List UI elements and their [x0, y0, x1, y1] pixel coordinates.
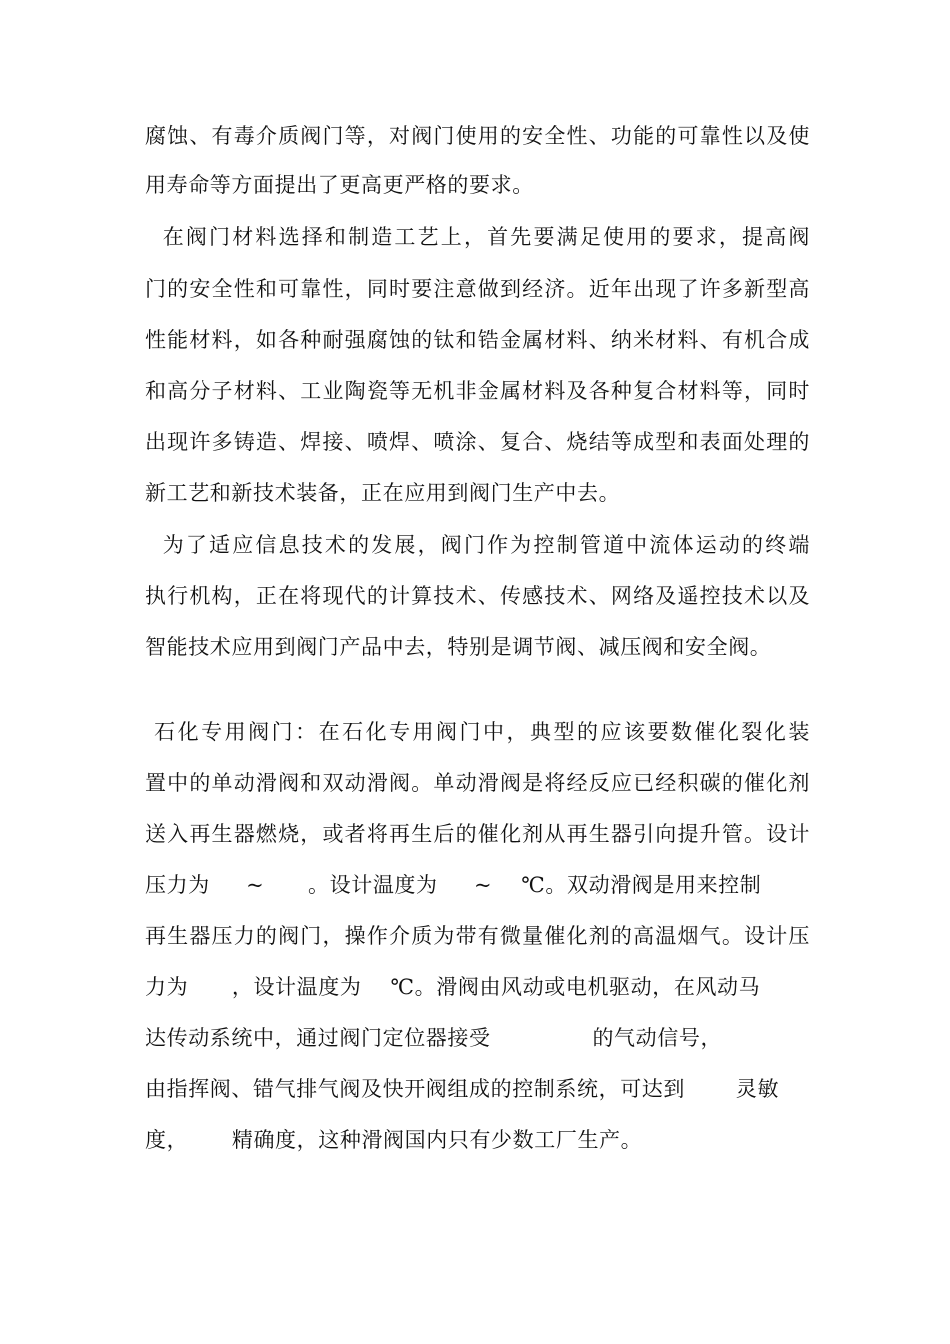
paragraph-4-line-5: 再生器压力的阀门，操作介质为带有微量催化剂的高温烟气。设计压 [145, 924, 810, 948]
paragraph-2-line-1: 在阀门材料选择和制造工艺上，首先要满足使用的要求，提高阀 [145, 225, 810, 249]
paragraph-1-line-1: 腐蚀、有毒介质阀门等，对阀门使用的安全性、功能的可靠性以及使 [145, 124, 810, 148]
paragraph-3-line-1: 为了适应信息技术的发展，阀门作为控制管道中流体运动的终端 [145, 533, 810, 557]
paragraph-4-line-1: 石化专用阀门：在石化专用阀门中，典型的应该要数催化裂化装 [145, 720, 810, 744]
paragraph-2-line-5: 出现许多铸造、焊接、喷焊、喷涂、复合、烧结等成型和表面处理的 [145, 430, 810, 454]
paragraph-3-line-3: 智能技术应用到阀门产品中去，特别是调节阀、减压阀和安全阀。 [145, 635, 772, 659]
paragraph-4-line-2: 置中的单动滑阀和双动滑阀。单动滑阀是将经反应已经积碳的催化剂 [145, 771, 810, 795]
paragraph-4-line-7: 达传动系统中，通过阀门定位器接受 的气动信号， [145, 1026, 723, 1050]
paragraph-1-line-2: 用寿命等方面提出了更高更严格的要求。 [145, 173, 534, 197]
paragraph-2-line-3: 性能材料，如各种耐强腐蚀的钛和锆金属材料、纳米材料、有机合成 [145, 328, 810, 352]
paragraph-4-line-9: 度， 精确度，这种滑阀国内只有少数工厂生产。 [145, 1128, 643, 1152]
paragraph-4-line-3: 送入再生器燃烧，或者将再生后的催化剂从再生器引向提升管。设计 [145, 822, 810, 846]
paragraph-3-line-2: 执行机构，正在将现代的计算技术、传感技术、网络及遥控技术以及 [145, 584, 810, 608]
paragraph-4-line-4: 压力为 ~ 。设计温度为 ~ ℃。双动滑阀是用来控制 [145, 873, 762, 897]
paragraph-4-line-6: 力为 ，设计温度为 ℃。滑阀由风动或电机驱动，在风动马 [145, 975, 761, 999]
paragraph-2-line-6: 新工艺和新技术装备，正在应用到阀门生产中去。 [145, 481, 621, 505]
paragraph-2-line-2: 门的安全性和可靠性，同时要注意做到经济。近年出现了许多新型高 [145, 277, 810, 301]
paragraph-4-line-8: 由指挥阀、错气排气阀及快开阀组成的控制系统，可达到 灵敏 [145, 1077, 780, 1101]
paragraph-2-line-4: 和高分子材料、工业陶瓷等无机非金属材料及各种复合材料等，同时 [145, 379, 810, 403]
